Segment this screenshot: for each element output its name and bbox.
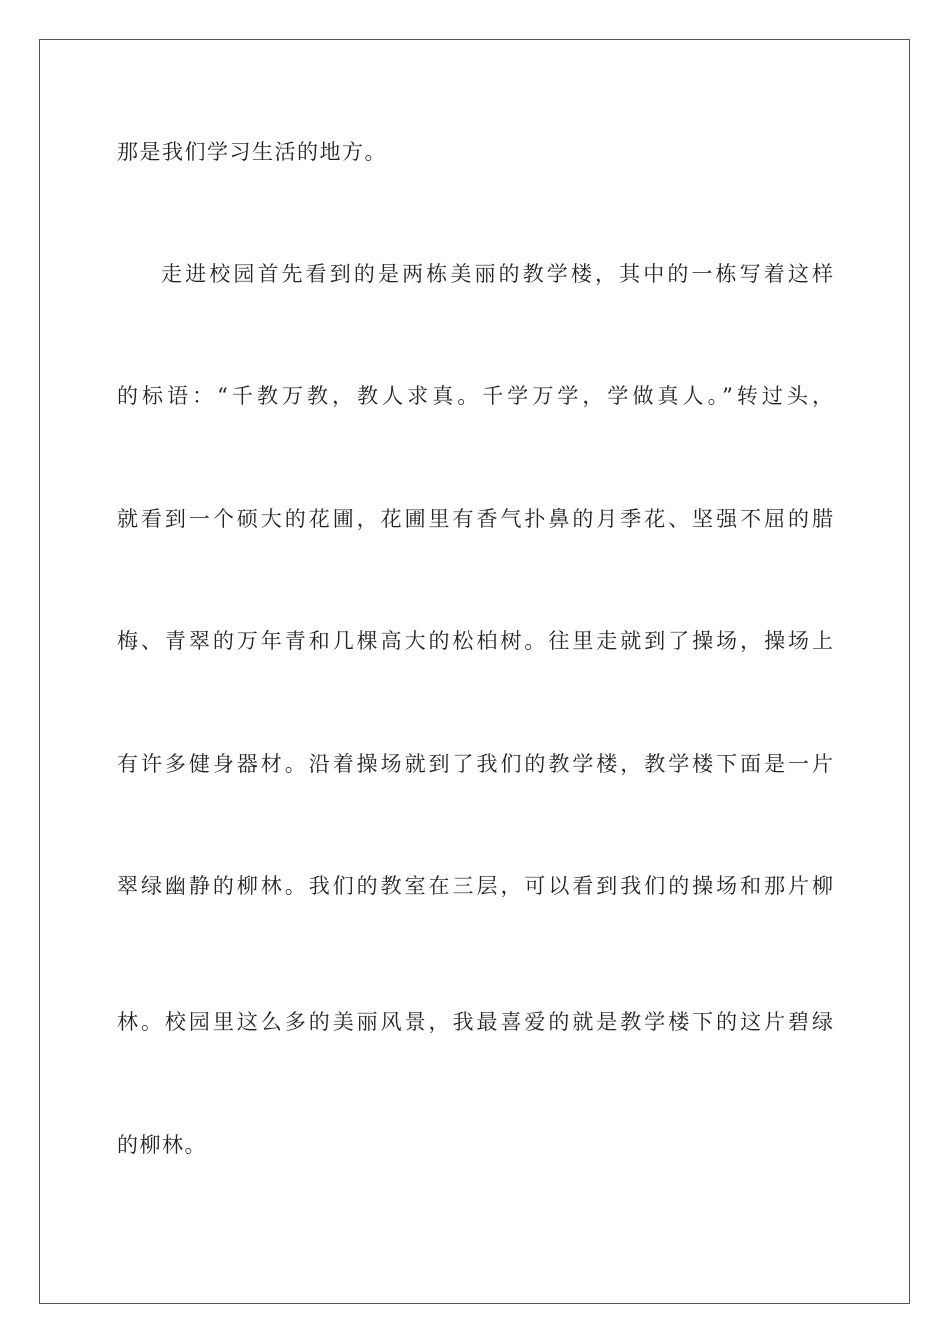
paragraph-line-4: 就看到一个硕大的花圃，花圃里有香气扑鼻的月季花、坚强不屈的腊	[117, 507, 833, 531]
paragraph-line-7: 翠绿幽静的柳林。我们的教室在三层，可以看到我们的操场和那片柳	[117, 874, 833, 898]
paragraph-line-6: 有许多健身器材。沿着操场就到了我们的教学楼，教学楼下面是一片	[117, 752, 833, 776]
paragraph-line-8: 林。校园里这么多的美丽风景，我最喜爱的就是教学楼下的这片碧绿	[117, 1010, 833, 1034]
paragraph-line-5: 梅、青翠的万年青和几棵高大的松柏树。往里走就到了操场，操场上	[117, 629, 833, 653]
page-border	[39, 39, 910, 1304]
paragraph-line-9: 的柳林。	[117, 1133, 207, 1157]
paragraph-line-3: 的标语：“千教万教，教人求真。千学万学，学做真人。”转过头，	[117, 384, 833, 408]
paragraph-line-2: 走进校园首先看到的是两栋美丽的教学楼，其中的一栋写着这样	[161, 262, 833, 286]
paragraph-line-1: 那是我们学习生活的地方。	[117, 140, 387, 164]
